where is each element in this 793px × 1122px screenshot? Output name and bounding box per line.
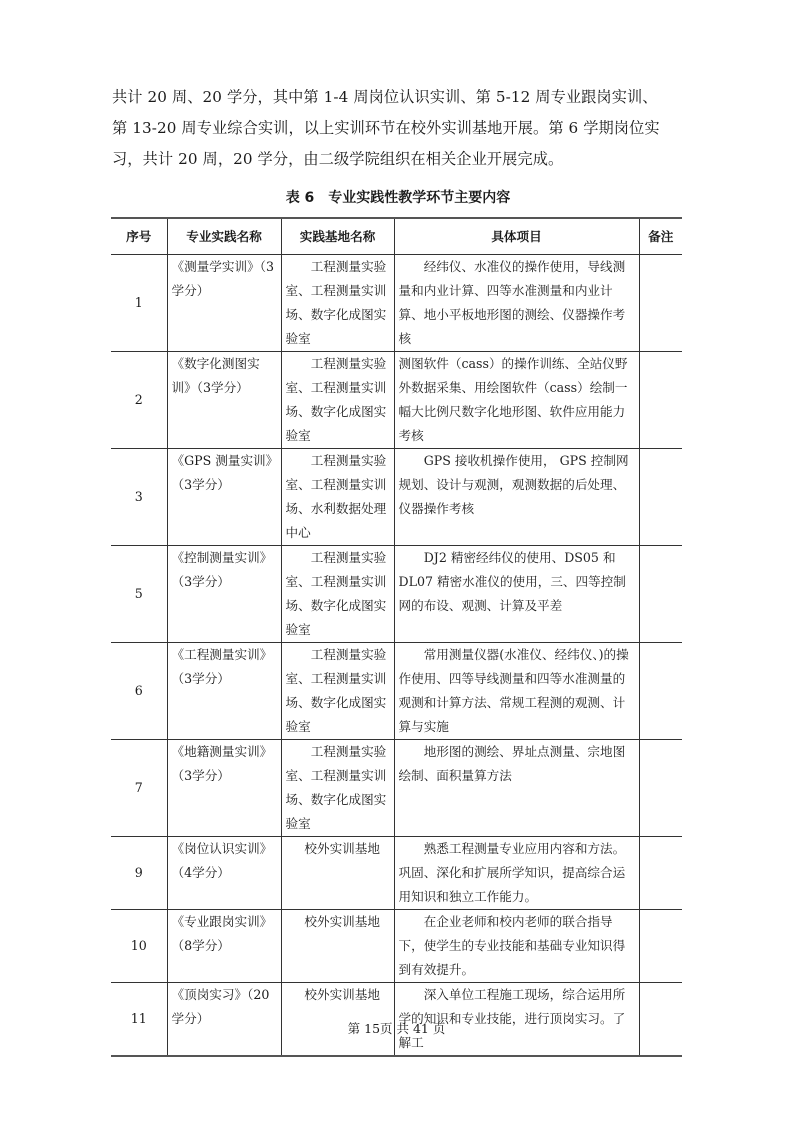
row-number: 11	[111, 983, 167, 1057]
practice-items: 在企业老师和校内老师的联合指导下，使学生的专业技能和基础专业知识得到有效提升。	[394, 910, 639, 983]
row-number: 9	[111, 837, 167, 910]
practice-items: 熟悉工程测量专业应用内容和方法。巩固、深化和扩展所学知识，提高综合运用知识和独立工作能力。	[394, 837, 639, 910]
practice-base: 工程测量实验室、工程测量实训场、数字化成图实验室	[281, 352, 394, 449]
practice-base: 工程测量实验室、工程测量实训场、数字化成图实验室	[281, 546, 394, 643]
practice-name: 《地籍测量实训》（3学分）	[167, 740, 281, 837]
page-footer: 第 15页 共 41 页	[347, 1021, 446, 1036]
practice-items: 常用测量仪器(水准仪、经纬仪、)的操作使用、四等导线测量和四等水准测量的观测和计算方法、常规工程测的观测、计算与实施	[394, 643, 639, 740]
practice-items: 地形图的测绘、界址点测量、宗地图绘制、面积量算方法	[394, 740, 639, 837]
practice-base: 工程测量实验室、工程测量实训场、水利数据处理中心	[281, 449, 394, 546]
paragraph-line: 习，共计 20 周，20 学分，由二级学院组织在相关企业开展完成。	[112, 150, 564, 168]
practice-note	[639, 255, 682, 352]
table-row	[111, 352, 682, 449]
practice-base: 校外实训基地	[281, 910, 394, 983]
practice-note	[639, 643, 682, 740]
table-row	[111, 546, 682, 643]
practice-note	[639, 910, 682, 983]
practice-base: 工程测量实验室、工程测量实训场、数字化成图实验室	[281, 255, 394, 352]
practice-name: 《数字化测图实训》（3学分）	[167, 352, 281, 449]
row-number: 7	[111, 740, 167, 837]
table-row	[111, 740, 682, 837]
table-row	[111, 910, 682, 983]
practice-note	[639, 449, 682, 546]
practice-name: 《GPS 测量实训》（3学分）	[167, 449, 281, 546]
table-row	[111, 449, 682, 546]
intro-paragraph	[112, 82, 684, 175]
practice-name: 《控制测量实训》（3学分）	[167, 546, 281, 643]
practice-base: 工程测量实验室、工程测量实训场、数字化成图实验室	[281, 740, 394, 837]
practice-name: 《测量学实训》（3学分）	[167, 255, 281, 352]
practice-note	[639, 740, 682, 837]
practice-items: GPS 接收机操作使用， GPS 控制网规划、设计与观测，观测数据的后处理、仪器操作考核	[394, 449, 639, 546]
practice-name: 《专业跟岗实训》（8学分）	[167, 910, 281, 983]
row-number: 1	[111, 255, 167, 352]
row-number: 6	[111, 643, 167, 740]
paragraph-line: 第 13-20 周专业综合实训，以上实训环节在校外实训基地开展。第 6 学期岗位实	[112, 119, 660, 137]
table-header-row	[111, 218, 682, 255]
practice-name: 《顶岗实习》（20学分）	[167, 983, 281, 1057]
practice-note	[639, 352, 682, 449]
practice-items: DJ2 精密经纬仪的使用、DS05 和 DL07 精密水准仪的使用，三、四等控制网的布设、观测、计算及平差	[394, 546, 639, 643]
practice-note	[639, 837, 682, 910]
row-number: 3	[111, 449, 167, 546]
row-number: 2	[111, 352, 167, 449]
practice-base: 校外实训基地	[281, 983, 394, 1057]
header-items: 具体项目	[394, 218, 639, 255]
row-number: 10	[111, 910, 167, 983]
table-row	[111, 643, 682, 740]
table-row	[111, 255, 682, 352]
paragraph-line: 共计 20 周、20 学分，其中第 1-4 周岗位认识实训、第 5-12 周专业跟岗实训、	[112, 88, 658, 106]
practice-note	[639, 546, 682, 643]
practice-base: 工程测量实验室、工程测量实训场、数字化成图实验室	[281, 643, 394, 740]
practice-table	[111, 217, 682, 1057]
practice-items: 经纬仪、水准仪的操作使用，导线测量和内业计算、四等水准测量和内业计算、地小平板地形图的测绘、仪器操作考核	[394, 255, 639, 352]
header-base: 实践基地名称	[281, 218, 394, 255]
header-name: 专业实践名称	[167, 218, 281, 255]
table-row	[111, 837, 682, 910]
practice-items: 测图软件（cass）的操作训练、全站仪野外数据采集、用绘图软件（cass）绘制一幅大比例尺数字化地形图、软件应用能力考核	[394, 352, 639, 449]
header-no: 序号	[111, 218, 167, 255]
practice-name: 《岗位认识实训》（4学分）	[167, 837, 281, 910]
table-caption: 表 6 专业实践性教学环节主要内容	[285, 190, 511, 206]
header-note: 备注	[639, 218, 682, 255]
practice-base: 校外实训基地	[281, 837, 394, 910]
practice-items: 深入单位工程施工现场，综合运用所学的知识和专业技能，进行顶岗实习。了解工	[394, 983, 639, 1057]
practice-name: 《工程测量实训》（3学分）	[167, 643, 281, 740]
row-number: 5	[111, 546, 167, 643]
